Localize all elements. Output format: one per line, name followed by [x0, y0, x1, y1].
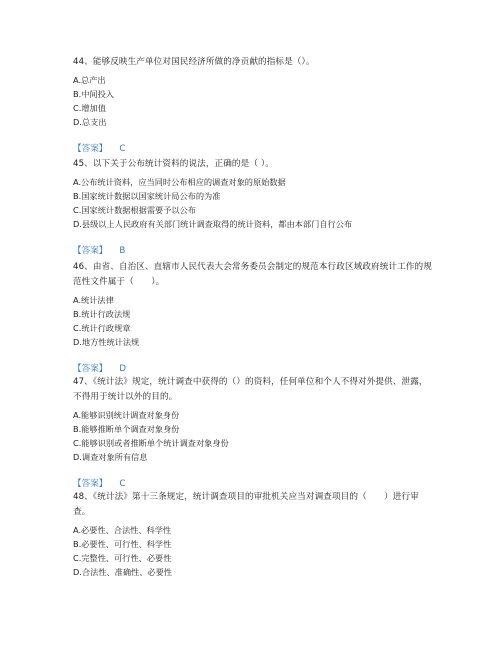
- option-c: C.统计行政规章: [73, 323, 131, 333]
- question-45: [73, 157, 435, 258]
- answer-line: [73, 477, 435, 491]
- question-47: [73, 375, 435, 491]
- option-list: [73, 408, 435, 464]
- option-a: A.统计法律: [73, 295, 114, 305]
- option-d: D.合法性、准确性、必要性: [73, 567, 172, 577]
- answer-label: 【答案】: [73, 246, 108, 256]
- option-list: [73, 293, 435, 349]
- question-48: [73, 490, 435, 579]
- question-text: 48、《统计法》第十三条规定，统计调查项目的审批机关应当对调查项目的（ ）进行审查。: [73, 492, 419, 517]
- option-list: [73, 523, 435, 579]
- question-text: 44、能够反映生产单位对国民经济所做的净贡献的指标是（）。: [73, 57, 315, 67]
- question-text: 47、《统计法》规定，统计调查中获得的（）的资料，任何单位和个人不得对外提供、泄露，不得用于统计以外的目的。: [73, 377, 428, 402]
- option-list: [73, 175, 435, 231]
- option-c: C.增加值: [73, 103, 106, 113]
- question-46: [73, 260, 435, 376]
- answer-value: C: [119, 144, 126, 154]
- option-c: C.能够识别或者推断单个统计调查对象身份: [73, 438, 229, 448]
- option-d: D.县级以上人民政府有关部门统计调查取得的统计资料，都由本部门自行公布: [73, 219, 353, 229]
- question-text: 46、由省、自治区、直辖市人民代表大会常务委员会制定的规范本行政区域政府统计工作的规范性文件属于（ ）。: [73, 262, 432, 287]
- option-b: B.必要性、可行性、科学性: [73, 539, 172, 549]
- answer-line: [73, 244, 435, 258]
- answer-value: C: [119, 479, 126, 489]
- answer-label: 【答案】: [73, 479, 108, 489]
- option-d: D.地方性统计法规: [73, 337, 140, 347]
- option-a: A.公布统计资料，应当同时公布相应的调查对象的原始数据: [73, 177, 286, 187]
- option-a: A.总产出: [73, 75, 106, 85]
- option-d: D.总支出: [73, 117, 107, 127]
- answer-line: [73, 362, 435, 376]
- option-list: [73, 73, 435, 129]
- option-b: B.中间投入: [73, 89, 114, 99]
- option-b: B.国家统计数据以国家统计局公布的为准: [73, 191, 221, 201]
- answer-label: 【答案】: [73, 364, 108, 374]
- option-b: B.统计行政法规: [73, 309, 131, 319]
- answer-value: D: [119, 364, 127, 374]
- option-a: A.必要性、合法性、科学性: [73, 525, 172, 535]
- question-44: [73, 55, 435, 156]
- option-a: A.能够识别统计调查对象身份: [73, 410, 180, 420]
- option-c: C.国家统计数据根据需要予以公布: [73, 205, 196, 215]
- question-text: 45、以下关于公布统计资料的说法，正确的是（ ）。: [73, 159, 274, 169]
- option-d: D.调查对象所有信息: [73, 452, 148, 462]
- answer-label: 【答案】: [73, 144, 108, 154]
- answer-line: [73, 142, 435, 156]
- answer-value: B: [119, 246, 126, 256]
- option-c: C.完整性、可行性、必要性: [73, 553, 172, 563]
- option-b: B.能够推断单个调查对象身份: [73, 424, 180, 434]
